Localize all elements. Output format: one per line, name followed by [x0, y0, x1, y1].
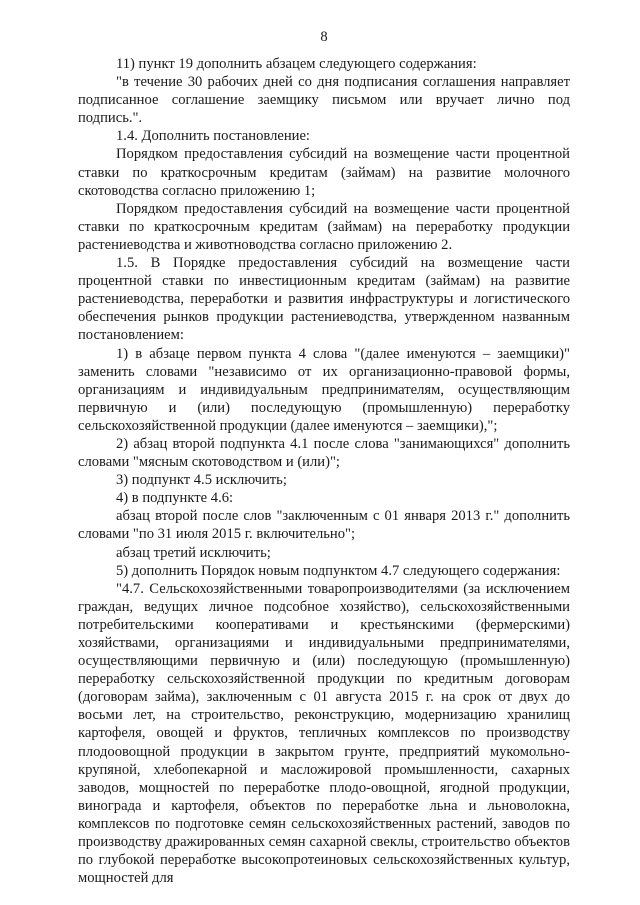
paragraph-item-4: 4) в подпункте 4.6:	[116, 490, 234, 507]
paragraph-item-1: 1) в абзаце первом пункта 4 слова "(далее именуются – заемщики)" заменить словами "независимо от их организационно-правовой формы, организациям и индивидуальным предпринимателям, осуществляющим первичную и (или) последующую (промышленную) переработку сельскохозяйственной продукции (далее именуются – заемщики),";	[78, 345, 570, 434]
document-body	[78, 55, 570, 887]
page-number: 8	[320, 29, 328, 45]
paragraph-item-5: 5) дополнить Порядок новым подпунктом 4.7 следующего содержания:	[116, 562, 561, 579]
paragraph-1-5: 1.5. В Порядке предоставления субсидий на возмещение части процентной ставки по инвестиционным кредитам (займам) на развитие растениеводства, переработки и развития инфраструктуры и логистического обеспечения рынков продукции растениеводства, утвержденном названным постановлением:	[78, 255, 570, 344]
paragraph-quote-30-days: "в течение 30 рабочих дней со дня подписания соглашения направляет подписанное соглашение заемщику письмом или вручает лично под подпись.".	[78, 74, 570, 127]
paragraph-11-item19: 11) пункт 19 дополнить абзацем следующего содержания:	[116, 56, 477, 72]
paragraph-item-4-third: абзац третий исключить;	[116, 544, 271, 561]
paragraph-1-4: 1.4. Дополнить постановление:	[116, 128, 310, 145]
paragraph-appendix-2: Порядком предоставления субсидий на возмещение части процентной ставки по краткосрочным кредитам (займам) на переработку продукции растениеводства и животноводства согласно приложению 2.	[78, 200, 570, 253]
paragraph-item-4-second: абзац второй после слов "заключенным с 01 января 2013 г." дополнить словами "по 31 июля 2015 г. включительно";	[78, 508, 570, 543]
paragraph-4-7: "4.7. Сельскохозяйственными товаропроизводителями (за исключением граждан, ведущих личное подсобное хозяйство), сельскохозяйственными потребительскими кооперативами и крестьянскими (фермерскими) хозяйствами, организациями и индивидуальными предпринимателями, осуществляющими первичную и (или) последующую (промышленную) переработку сельскохозяйственной продукции по кредитным договорам (договорам займа), заключенным с 01 августа 2015 г. на срок от двух до восьми лет, на строительство, реконструкцию, модернизацию хранилищ картофеля, овощей и фруктов, тепличных комплексов по производству плодоовощной продукции в закрытом грунте, предприятий мукомольно-крупяной, хлебопекарной и масложировой промышленности, сахарных заводов, мощностей по переработке плодо-овощной, ягодной продукции, винограда и картофеля, объектов по переработке льна и льноволокна, комплексов по подготовке семян сельскохозяйственных растений, заводов по производству дражированных семян сахарной свеклы, строительство объектов по глубокой переработке высокопротеиновых сельскохозяйственных культур, мощностей для	[78, 580, 570, 887]
paragraph-item-2: 2) абзац второй подпункта 4.1 после слова "занимающихся" дополнить словами "мясным скотоводством и (или)";	[78, 435, 570, 471]
paragraph-appendix-1: Порядком предоставления субсидий на возмещение части процентной ставки по краткосрочным кредитам (займам) на развитие молочного скотоводства согласно приложению 1;	[78, 146, 570, 199]
paragraph-item-3: 3) подпункт 4.5 исключить;	[116, 472, 287, 489]
